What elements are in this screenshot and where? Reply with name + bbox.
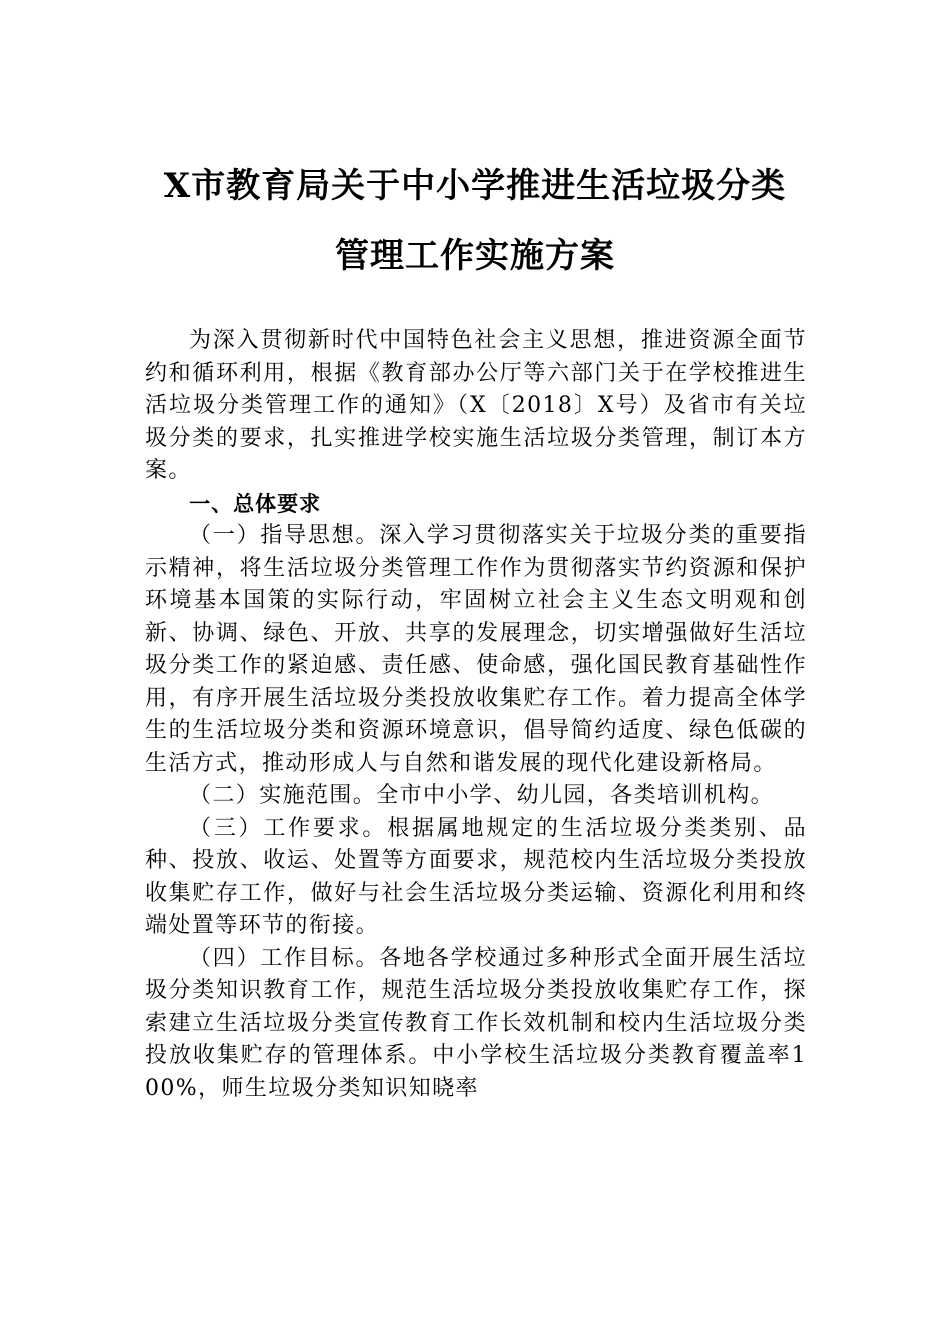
document-title-line-1: X市教育局关于中小学推进生活垃圾分类 bbox=[163, 166, 787, 206]
paragraph-implementation-scope: （二）实施范围。全市中小学、幼儿园，各类培训机构。 bbox=[189, 783, 775, 808]
paragraph-work-requirements: （三）工作要求。根据属地规定的生活垃圾分类类别、品种、投放、收运、处置等方面要求，规范校内生活垃圾分类投放收集贮存工作，做好与社会生活垃圾分类运输、资源化利用和终端处置等环节的衔接。 bbox=[145, 815, 807, 938]
intro-paragraph: 为深入贯彻新时代中国特色社会主义思想，推进资源全面节约和循环利用，根据《教育部办公厅等六部门关于在学校推进生活垃圾分类管理工作的通知》（X〔2018〕X号）及省市有关垃圾分类的要求，扎实推进学校实施生活垃圾分类管理，制订本方案。 bbox=[145, 328, 807, 483]
document-title-line-2: 管理工作实施方案 bbox=[335, 236, 615, 276]
paragraph-guiding-ideology: （一）指导思想。深入学习贯彻落实关于垃圾分类的重要指示精神，将生活垃圾分类管理工作作为贯彻落实节约资源和保护环境基本国策的实际行动，牢固树立社会主义生态文明观和创新、协调、绿色、开放、共享的发展理念，切实增强做好生活垃圾分类工作的紧迫感、责任感、使命感，强化国民教育基础性作用，有序开展生活垃圾分类投放收集贮存工作。着力提高全体学生的生活垃圾分类和资源环境意识，倡导简约适度、绿色低碳的生活方式，推动形成人与自然和谐发展的现代化建设新格局。 bbox=[145, 523, 807, 776]
document-body bbox=[145, 325, 807, 1105]
paragraph-work-goals: （四）工作目标。各地各学校通过多种形式全面开展生活垃圾分类知识教育工作，规范生活垃圾分类投放收集贮存工作，探索建立生活垃圾分类宣传教育工作长效机制和校内生活垃圾分类投放收集贮存的管理体系。中小学校生活垃圾分类教育覆盖率100%，师生垃圾分类知识知晓率 bbox=[145, 945, 807, 1101]
section-heading-general-requirements: 一、总体要求 bbox=[189, 491, 322, 516]
